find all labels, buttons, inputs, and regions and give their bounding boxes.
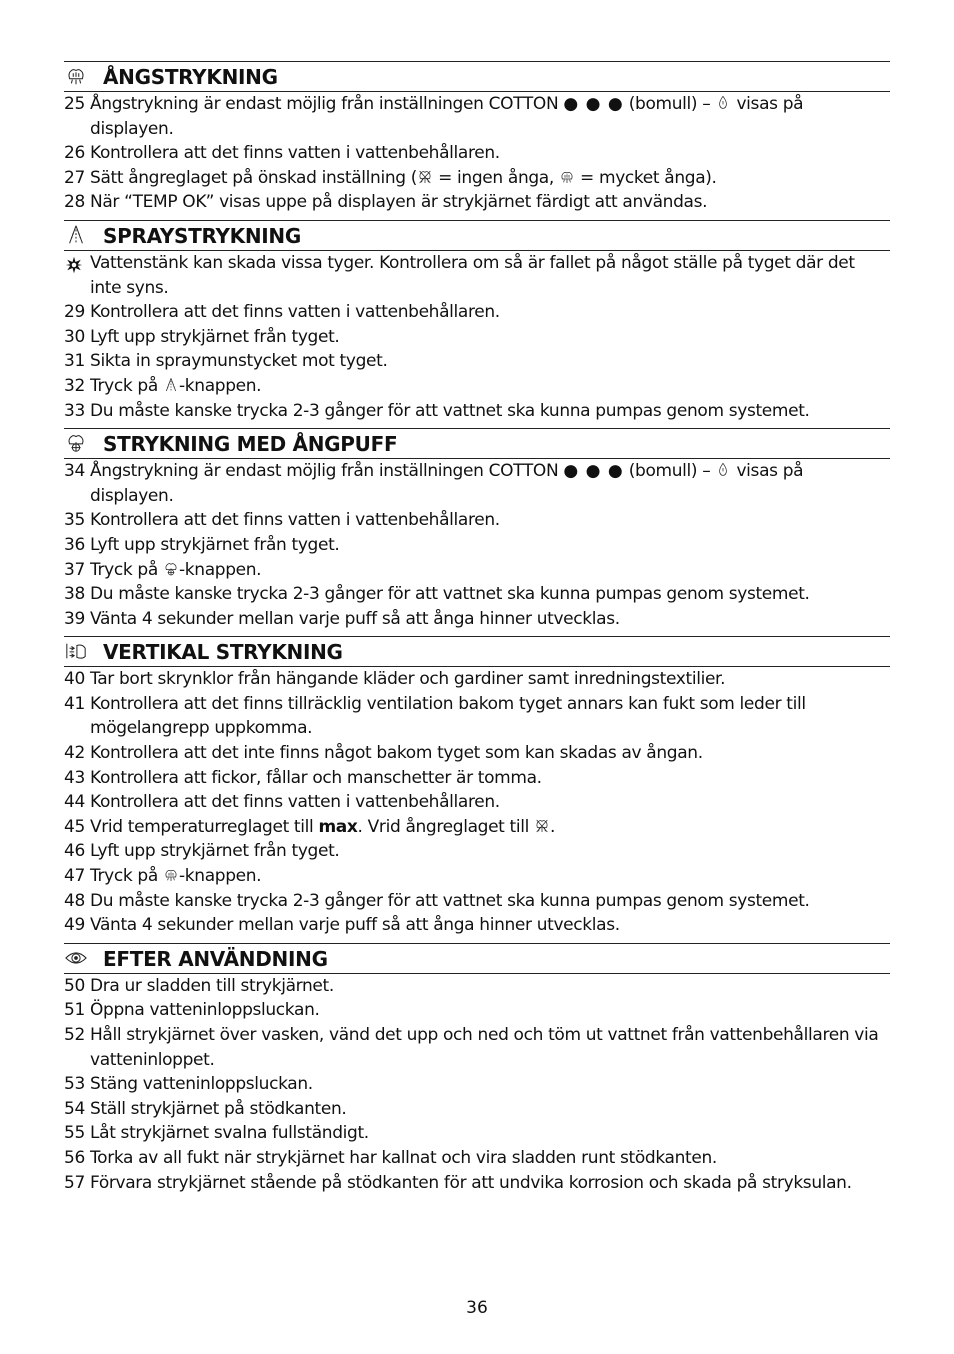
text-run: Kontrollera att det finns vatten i vattenbehållaren. <box>90 143 500 164</box>
vertical-steam-icon <box>64 640 88 662</box>
text-run: Låt strykjärnet svalna fullständigt. <box>90 1123 369 1144</box>
text-run: Kontrollera att fickor, fållar och manschetter är tomma. <box>90 767 542 788</box>
warning-icon <box>65 256 83 274</box>
instruction-list <box>64 92 890 215</box>
section-title: EFTER ANVÄNDNING <box>103 946 328 971</box>
item-text <box>90 1148 717 1168</box>
section-heading <box>64 943 890 974</box>
section-title: SPRAYSTRYKNING <box>103 223 301 248</box>
item-text <box>90 609 620 629</box>
eye-icon <box>64 947 88 969</box>
list-item <box>64 325 890 350</box>
item-number: 44 <box>64 792 85 813</box>
text-run: Du måste kanske trycka 2-3 gånger för att vattnet ska kunna pumpas genom systemet. <box>90 890 810 911</box>
text-run: Ångstrykning är endast möjlig från inställningen COTTON <box>90 461 564 482</box>
text-run: Kontrollera att det finns vatten i vattenbehållaren. <box>90 792 500 813</box>
item-number: 32 <box>64 375 85 396</box>
text-run: Du måste kanske trycka 2-3 gånger för att vattnet ska kunna pumpas genom systemet. <box>90 584 810 605</box>
text-run: . <box>550 816 556 837</box>
steam-icon <box>559 168 575 186</box>
item-number: 31 <box>64 351 85 372</box>
list-item <box>64 667 890 692</box>
section-heading <box>64 61 890 92</box>
section-heading <box>64 220 890 251</box>
item-number: 52 <box>64 1025 85 1045</box>
item-text <box>90 694 806 739</box>
text-run: Vattenstänk kan skada vissa tyger. Kontrollera om så är fallet på något ställe på tyget där det inte syns. <box>90 252 855 298</box>
item-text <box>90 1074 313 1094</box>
page-number: 36 <box>466 1298 488 1318</box>
list-item <box>64 558 890 583</box>
text-run: Dra ur sladden till strykjärnet. <box>90 975 334 996</box>
instruction-list <box>64 459 890 631</box>
item-number: 43 <box>64 767 85 788</box>
text-run: Tar bort skrynklor från hängande kläder och gardiner samt inredningstextilier. <box>90 669 726 690</box>
item-text <box>90 302 500 322</box>
item-number: 42 <box>64 743 85 764</box>
list-item <box>64 974 890 999</box>
list-item <box>64 1023 890 1072</box>
item-number: 57 <box>64 1172 85 1193</box>
list-item <box>64 913 890 938</box>
text-run: Sikta in spraymunstycket mot tyget. <box>90 351 388 372</box>
item-text <box>90 376 261 396</box>
steam-icon <box>64 65 88 87</box>
item-number: 53 <box>64 1074 85 1095</box>
drop-icon <box>715 461 731 479</box>
cotton-dots: ● ● ● <box>563 94 624 114</box>
item-text <box>90 669 725 689</box>
text-run: Kontrollera att det finns vatten i vattenbehållaren. <box>90 302 500 323</box>
item-number: 45 <box>64 816 85 837</box>
cotton-dots: ● ● ● <box>563 461 624 482</box>
item-text <box>90 351 388 371</box>
item-number: 49 <box>64 915 85 936</box>
list-item <box>64 251 890 300</box>
text-run: Torka av all fukt när strykjärnet har kallnat och vira sladden runt stödkanten. <box>90 1147 717 1168</box>
text-run: = ingen ånga, <box>433 167 559 188</box>
text-run: Vänta 4 sekunder mellan varje puff så att ånga hinner utvecklas. <box>90 608 620 629</box>
item-number: 46 <box>64 841 85 862</box>
steam-icon <box>163 866 179 884</box>
item-number: 29 <box>64 302 85 323</box>
item-number: 36 <box>64 534 85 555</box>
item-text <box>90 743 703 763</box>
item-text <box>90 1025 878 1070</box>
section-title: VERTIKAL STRYKNING <box>103 640 343 665</box>
item-text <box>90 915 620 935</box>
text-run: visas på displayen. <box>90 461 804 506</box>
item-number: 25 <box>64 94 85 114</box>
drop-icon <box>715 94 731 112</box>
item-text <box>90 327 339 347</box>
text-run: Lyft upp strykjärnet från tyget. <box>90 841 340 862</box>
text-run: Lyft upp strykjärnet från tyget. <box>90 534 340 555</box>
list-item <box>64 766 890 791</box>
item-number: 41 <box>64 693 85 714</box>
list-item <box>64 839 890 864</box>
item-text <box>90 535 339 555</box>
item-number: 39 <box>64 608 85 629</box>
item-number: 27 <box>64 167 85 188</box>
text-run: Stäng vatteninloppsluckan. <box>90 1074 313 1095</box>
section-heading <box>64 428 890 459</box>
item-text <box>90 560 261 580</box>
spray-icon <box>163 376 179 394</box>
item-text <box>90 792 500 812</box>
list-item <box>64 190 890 215</box>
item-text <box>90 817 555 837</box>
list-item <box>64 741 890 766</box>
list-item <box>64 459 890 508</box>
item-text <box>90 1000 320 1020</box>
text-run: Håll strykjärnet över vasken, vänd det upp och ned och töm ut vattnet från vattenbehållaren via vatteninloppet. <box>90 1025 879 1070</box>
list-item <box>64 1072 890 1097</box>
text-run: visas på displayen. <box>90 94 804 139</box>
list-item <box>64 1097 890 1122</box>
text-run: -knappen. <box>179 559 262 580</box>
text-run: = mycket ånga). <box>574 167 717 188</box>
item-number: 55 <box>64 1123 85 1144</box>
list-item <box>64 1171 890 1196</box>
text-run: -knappen. <box>179 375 262 396</box>
text-run: Kontrollera att det inte finns något bakom tyget som kan skadas av ångan. <box>90 743 703 764</box>
item-text <box>90 94 803 139</box>
no-steam-icon <box>534 817 550 835</box>
item-text <box>90 768 542 788</box>
text-run: (bomull) – <box>623 461 716 482</box>
list-item <box>64 790 890 815</box>
text-run: Du måste kanske trycka 2-3 gånger för att vattnet ska kunna pumpas genom systemet. <box>90 400 810 421</box>
section-title: STRYKNING MED ÅNGPUFF <box>103 432 398 457</box>
item-number: 35 <box>64 510 85 531</box>
text-run: Ångstrykning är endast möjlig från inställningen COTTON <box>90 94 564 114</box>
item-number: 51 <box>64 1000 85 1021</box>
item-number: 38 <box>64 584 85 605</box>
text-run: Tryck på <box>90 559 163 580</box>
text-run: Tryck på <box>90 375 163 396</box>
text-run: Vrid temperaturreglaget till <box>90 816 319 837</box>
text-run: Sätt ångreglaget på önskad inställning ( <box>90 167 418 188</box>
list-item <box>64 166 890 191</box>
text-run: När “TEMP OK” visas uppe på displayen är strykjärnet färdigt att användas. <box>90 192 708 213</box>
text-run: Lyft upp strykjärnet från tyget. <box>90 326 340 347</box>
text-run: Kontrollera att det finns vatten i vattenbehållaren. <box>90 510 500 531</box>
text-run: Tryck på <box>90 866 163 887</box>
list-item <box>64 92 890 141</box>
item-number: 37 <box>64 559 85 580</box>
text-run: . Vrid ångreglaget till <box>357 816 535 837</box>
list-item <box>64 374 890 399</box>
list-item <box>64 692 890 741</box>
item-text <box>90 584 810 604</box>
item-text <box>90 192 707 212</box>
item-text <box>90 510 500 530</box>
item-number: 28 <box>64 192 85 213</box>
list-item <box>64 300 890 325</box>
text-run: Öppna vatteninloppsluckan. <box>90 1000 320 1021</box>
item-number: 54 <box>64 1098 85 1119</box>
item-text <box>90 866 261 886</box>
item-number: 33 <box>64 400 85 421</box>
list-item <box>64 1121 890 1146</box>
item-number: 50 <box>64 975 85 996</box>
spray-icon <box>64 224 88 246</box>
item-number: 34 <box>64 461 85 482</box>
text-run: -knappen. <box>179 866 262 887</box>
text-run: Förvara strykjärnet stående på stödkanten för att undvika korrosion och skada på stryksulan. <box>90 1172 852 1193</box>
document-body <box>64 61 890 1195</box>
text-run: (bomull) – <box>623 94 716 114</box>
list-item <box>64 998 890 1023</box>
text-run: Ställ strykjärnet på stödkanten. <box>90 1098 347 1119</box>
list-item <box>64 399 890 424</box>
item-number: 26 <box>64 143 85 164</box>
item-text <box>90 1123 369 1143</box>
list-item <box>64 582 890 607</box>
section-heading <box>64 636 890 667</box>
list-item <box>64 607 890 632</box>
list-item <box>64 1146 890 1171</box>
item-number: 48 <box>64 890 85 911</box>
bold-text: max <box>318 816 358 837</box>
list-item <box>64 349 890 374</box>
instruction-list <box>64 974 890 1195</box>
instruction-list <box>64 667 890 938</box>
item-text <box>90 1099 346 1119</box>
list-item <box>64 533 890 558</box>
item-text <box>90 143 500 163</box>
item-text <box>90 1173 852 1193</box>
text-run: Kontrollera att det finns tillräcklig ventilation bakom tyget annars kan fukt som leder till mögelangrepp uppkomma. <box>90 693 806 739</box>
item-text <box>90 461 803 506</box>
list-item <box>64 815 890 840</box>
item-number: 40 <box>64 669 85 690</box>
item-text <box>90 891 810 911</box>
item-number: 47 <box>64 866 85 887</box>
section-title: ÅNGSTRYKNING <box>103 65 278 89</box>
list-item <box>64 889 890 914</box>
no-steam-icon <box>417 168 433 186</box>
item-number: 56 <box>64 1147 85 1168</box>
instruction-list <box>64 251 890 423</box>
item-text <box>90 401 810 421</box>
steam-burst-icon <box>64 432 88 454</box>
text-run: Vänta 4 sekunder mellan varje puff så att ånga hinner utvecklas. <box>90 915 620 936</box>
steam-burst-icon <box>163 560 179 578</box>
item-text <box>90 976 334 996</box>
item-text <box>90 168 717 188</box>
item-number: 30 <box>64 326 85 347</box>
list-item <box>64 864 890 889</box>
list-item <box>64 508 890 533</box>
list-item <box>64 141 890 166</box>
item-text <box>90 253 855 298</box>
item-text <box>90 841 339 861</box>
